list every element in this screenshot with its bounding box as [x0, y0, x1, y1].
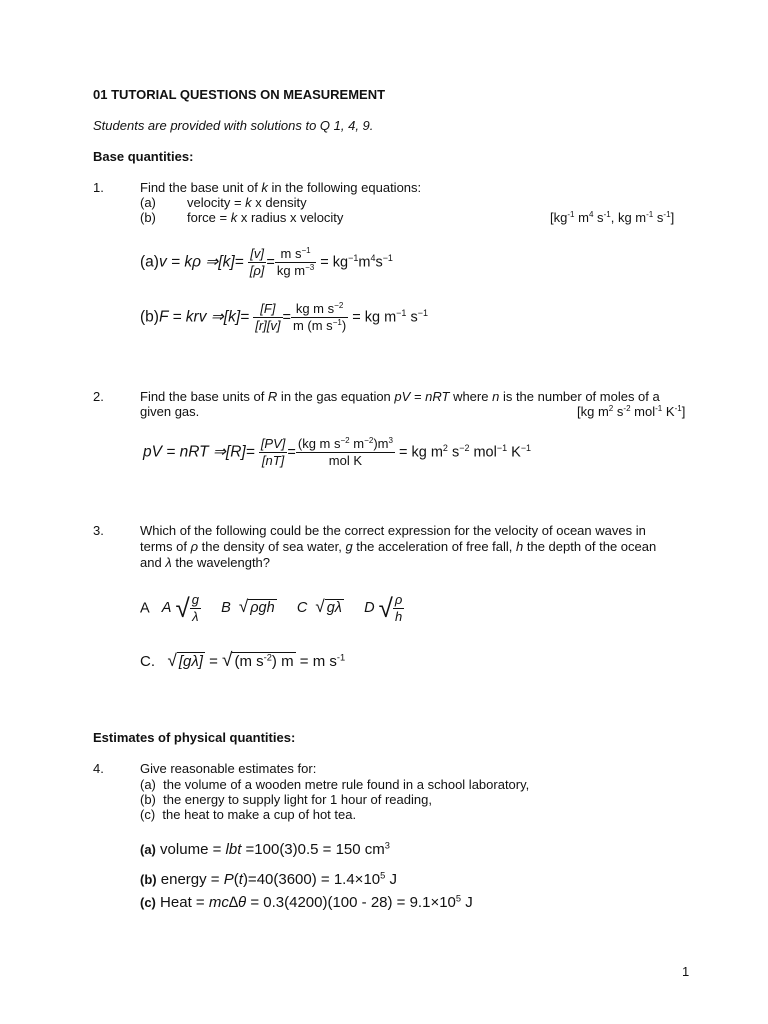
question-2-number: 2.	[93, 389, 104, 404]
option-b: B √ ρgh	[221, 597, 275, 617]
question-4c-solution: (c) Heat = $mc\Delta\theta = 0.3(4200)(100 - 28) = 9.1\times 10^5$ J	[140, 893, 473, 911]
question-3-line-1: Which of the following could be the correct expression for the velocity of ocean waves in	[140, 523, 646, 538]
question-1-text: Find the base unit of k in the following equations:	[140, 180, 422, 195]
question-4a-solution: (a) volume = lbt =100(3)0.5 = 150 $cm^3$	[140, 840, 390, 858]
question-4-item: (a) the volume of a wooden metre rule found in a school laboratory,	[140, 777, 530, 792]
question-1a-text: velocity = k x density	[187, 195, 307, 210]
option-d: D √ $\frac{\rho}{h}$	[364, 592, 403, 624]
question-1-answer: [$kg^{-1}$ $m^4$ $s^{-1}$, kg $m^{-1}$ $s^{-1}$]	[550, 210, 675, 225]
question-4-item: (b) the energy to supply light for 1 hour of reading,	[140, 792, 432, 807]
question-1b-label: (b)	[140, 210, 156, 225]
question-1b-text: force = k x radius x velocity	[187, 210, 344, 225]
question-1a-label: (a)	[140, 195, 156, 210]
question-1-number: 1.	[93, 180, 104, 195]
question-1a-solution: (a)v = kρ ⇒[k]= $\frac{[v]}{[\rho]}$ = $\frac{m s^{-1}}{kg m^{-3}}$ = $kg^{-1}m^4s^{-1}$	[140, 246, 393, 278]
question-1b-solution: (b)F = krv ⇒[k]= $\frac{[F]}{[r][v]}$ = $\frac{kg m s^{-2}}{m (m s^{-1})}$ = kg $m^{-1}$ $s^{-1}$	[140, 301, 428, 333]
question-3-number: 3.	[93, 523, 104, 538]
section-heading-estimates: Estimates of physical quantities:	[93, 730, 296, 745]
option-c: C √ gλ	[296, 597, 342, 617]
solutions-note: Students are provided with solutions to Q 1, 4, 9.	[93, 118, 374, 133]
question-4-number: 4.	[93, 761, 104, 776]
question-2-solution: pV = nRT ⇒[R]= $\frac{[PV]}{[nT]}$ = $\frac{(kg m s^{-2} m^{-2})m^3}{\text{mol K}}$ = kg $m^2$ $s^{-2}$ mol$^{-1}$ $K^{-1}$	[143, 436, 532, 468]
question-2-answer: [kg $m^2$ $s^{-2}$ mol$^{-1}$ $K^{-1}$]	[577, 404, 686, 419]
document-title: 01 TUTORIAL QUESTIONS ON MEASUREMENT	[93, 87, 386, 102]
question-3-options	[140, 592, 404, 625]
question-4b-solution: (b) energy = $P(t)=40(3600) = 1.4\times 10^5$ J	[140, 870, 397, 888]
option-a: A √ $\frac{g}{\lambda}$	[161, 592, 199, 624]
question-3-line-3: and λ the wavelength?	[140, 555, 271, 570]
section-heading-base-quantities: Base quantities:	[93, 149, 194, 164]
option-a-label: A	[140, 600, 150, 617]
question-4-item: (c) the heat to make a cup of hot tea.	[140, 807, 357, 822]
question-2-line-1: Find the base units of R in the gas equation pV = nRT where n is the number of moles of a	[140, 389, 660, 404]
question-3-line-2: terms of ρ the density of sea water, g the acceleration of free fall, h the depth of the ocean	[140, 539, 657, 554]
question-3-solution: C. √ [gλ] = √ (m $s^{-2}$) m = m $s^{-1}$	[140, 650, 346, 671]
question-4-intro: Give reasonable estimates for:	[140, 761, 317, 776]
question-2-line-2: given gas.	[140, 404, 200, 419]
page-number: 1	[682, 964, 690, 979]
